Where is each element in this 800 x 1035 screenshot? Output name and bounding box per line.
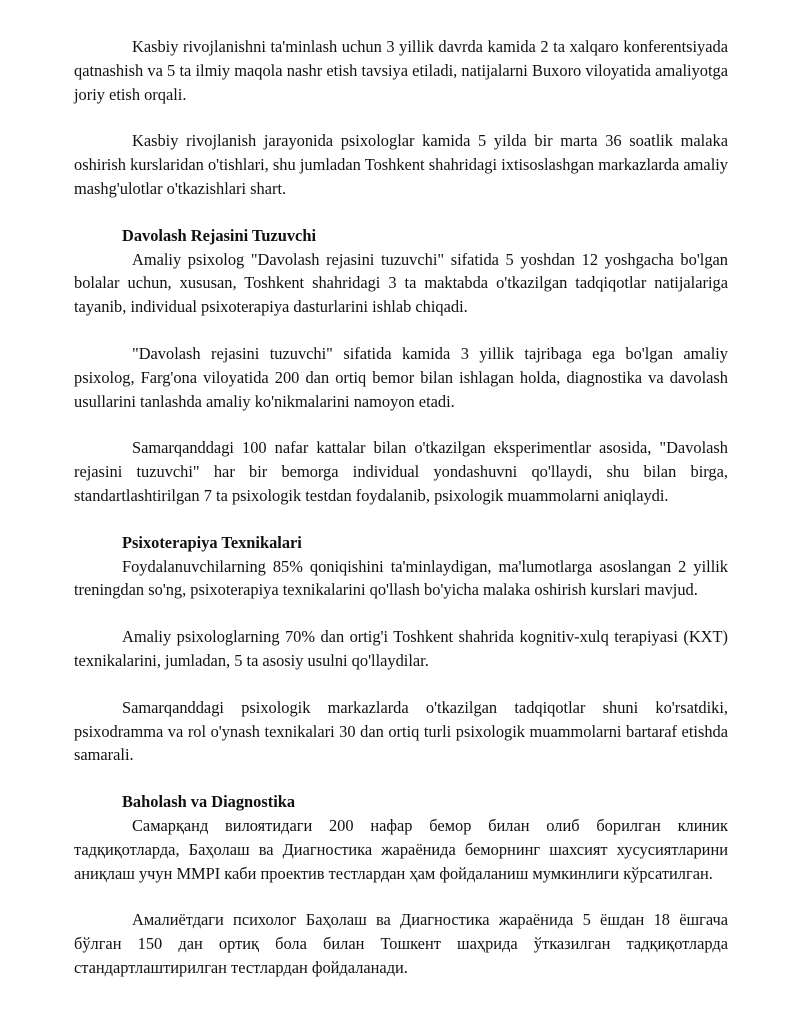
paragraph: Foydalanuvchilarning 85% qoniqishini ta'minlaydigan, ma'lumotlarga asoslangan 2 yillik treningdan so'ng, psixoterapiya texnikalarini qo'llash bo'yicha malaka oshirish kurslari mavjud. — [74, 556, 728, 600]
paragraph: Samarqanddagi 100 nafar kattalar bilan o'tkazilgan eksperimentlar asosida, "Davolash rejasini tuzuvchi" har bir bemorga individual yondashuvni qo'llaydi, shu bilan birga, standartlashtirilgan 7 ta psixologik testdan foydalanib, psixologik muammolarni aniqlaydi. — [74, 438, 728, 505]
section-heading: Baholash va Diagnostika — [122, 792, 296, 812]
paragraph: "Davolash rejasini tuzuvchi" sifatida kamida 3 yillik tajribaga ega bo'lgan amaliy psixolog, Farg'ona viloyatida 200 dan ortiq bemor bilan ishlagan holda, diagnostika va davolash usullarini tanlashda amaliy ko'nikmalarini namoyon etadi. — [74, 343, 728, 411]
paragraph: Самарқанд вилоятидаги 200 нафар бемор билан олиб борилган клиник тадқиқотларда, Баҳолаш ва Диагностика жараёнида беморнинг шахсият хусусиятларини аниқлаш учун MMPI каби проектив тестлардан ҳам фойдаланиш мумкинлиги кўрсатилган. — [74, 815, 728, 883]
section-heading: Psixoterapiya Texnikalari — [122, 532, 302, 552]
paragraph: Kasbiy rivojlanish jarayonida psixologlar kamida 5 yilda bir marta 36 soatlik malaka oshirish kurslaridan o'tishlari, shu jumladan Toshkent shahridagi ixtisoslashgan markazlarda amaliy mashg'ulotlar o'tkazishlari shart. — [74, 131, 728, 198]
paragraph: Amaliy psixologlarning 70% dan ortig'i Toshkent shahrida kognitiv-xulq terapiyasi (KXT) texnikalarini, jumladan, 5 ta asosiy usulni qo'llaydilar. — [74, 627, 728, 670]
paragraph: Kasbiy rivojlanishni ta'minlash uchun 3 yillik davrda kamida 2 ta xalqaro konferentsiyada qatnashish va 5 ta ilmiy maqola nashr etish tavsiya etiladi, natijalarni Buxoro viloyatida amaliyotga joriy etish orqali. — [74, 37, 728, 104]
paragraph: Samarqanddagi psixologik markazlarda o'tkazilgan tadqiqotlar shuni ko'rsatdiki, psixodramma va rol o'ynash texnikalari 30 dan ortiq turli psixologik muammolarni bartaraf etishda samarali. — [74, 697, 728, 765]
paragraph: Амалиётдаги психолог Баҳолаш ва Диагностика жараёнида 5 ёшдан 18 ёшгача бўлган 150 дан ортиқ бола билан Тошкент шаҳрида ўтказилган тадқиқотларда стандартлаштирилган тестлардан фойдаланади. — [74, 910, 728, 977]
section-heading: Davolash Rejasini Tuzuvchi — [122, 225, 317, 245]
paragraph: Amaliy psixolog "Davolash rejasini tuzuvchi" sifatida 5 yoshdan 12 yoshgacha bo'lgan bolalar uchun, xususan, Toshkent shahridagi 3 ta maktabda o'tkazilgan tadqiqotlar natijalariga tayanib, individual psixoterapiya dasturlarini ishlab chiqadi. — [74, 249, 728, 317]
